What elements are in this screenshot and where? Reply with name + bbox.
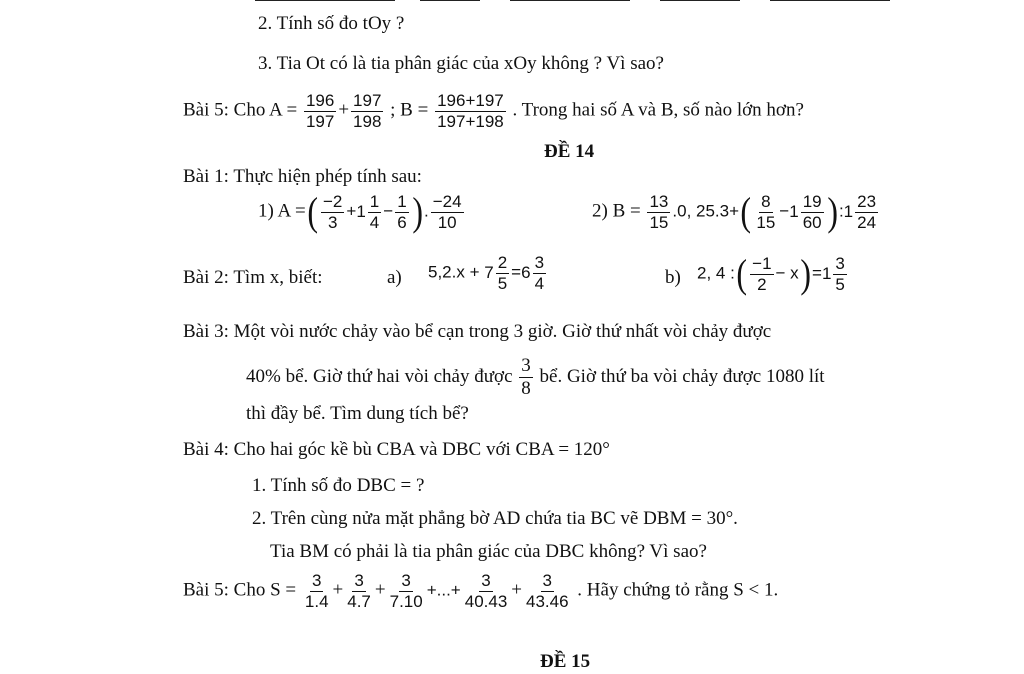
fraction: [303, 572, 331, 611]
fraction: [801, 193, 824, 232]
numerator: 1: [397, 191, 407, 211]
question-2-line: 2. Tính số đo tOy ?: [258, 13, 405, 34]
fraction: [431, 193, 464, 232]
open-paren: (: [307, 189, 318, 234]
whole-part: 1: [789, 202, 799, 221]
denominator: 10: [437, 212, 457, 232]
bai1-part1: [258, 189, 466, 234]
bai5-label: Bài 5: Cho: [183, 99, 266, 121]
fraction: [833, 255, 846, 294]
numerator: 197: [353, 91, 382, 110]
question-text: . Trong hai số A và B, số nào lớn hơn?: [512, 99, 804, 121]
numerator: 8: [761, 191, 771, 211]
numerator: 3: [542, 571, 552, 590]
mixed-number: [844, 193, 880, 232]
denominator: 4: [534, 273, 545, 293]
denominator: 8: [521, 377, 531, 399]
numerator: 3: [401, 571, 411, 590]
operator: =: [511, 262, 522, 282]
numerator: −1: [752, 253, 772, 273]
fraction: [435, 92, 506, 131]
expression-text: .0, 25.3+: [672, 201, 740, 221]
fraction: [304, 92, 336, 131]
numerator: 3: [835, 253, 845, 273]
numerator: 3: [481, 571, 491, 590]
question-text: . Hãy chứng tỏ rằng S < 1.: [577, 579, 779, 601]
bai3-line1: Bài 3: Một vòi nước chảy vào bể cạn trong 3 giờ. Giờ thứ nhất vòi chảy được: [183, 321, 772, 342]
angle-equation: CBA = 120°: [515, 439, 610, 460]
bai1-part2: [592, 189, 880, 234]
text: và: [419, 439, 438, 460]
numerator: 19: [802, 191, 822, 211]
fraction: [388, 572, 425, 611]
denominator: 3: [327, 212, 338, 232]
fraction: [395, 193, 408, 232]
s-label: S =: [270, 579, 297, 601]
mixed-number: [521, 254, 548, 293]
question-3-line: 3. Tia Ot có là tia phân giác của xOy không ? Vì sao?: [258, 53, 664, 74]
bai2-a-expression: [428, 254, 548, 293]
mixed-number: [789, 193, 825, 232]
bai1-heading: Bài 1: Thực hiện phép tính sau:: [183, 166, 422, 187]
angle-label: DBC: [545, 541, 585, 562]
mixed-number: [484, 254, 511, 293]
mixed-number: [822, 255, 849, 294]
angle-label: DBC: [442, 439, 482, 460]
text: 1. Tính số đo: [252, 475, 352, 496]
operator: −: [779, 201, 790, 221]
numerator: 2: [497, 253, 508, 272]
fraction: [750, 255, 773, 294]
angle-equation: DBM = 30°.: [643, 508, 738, 529]
denominator: 5: [497, 273, 508, 293]
denominator: 24: [857, 212, 877, 232]
numerator: 196: [305, 91, 335, 110]
operator: :: [838, 201, 844, 221]
denominator: 15: [756, 212, 776, 232]
denominator: 15: [649, 212, 669, 232]
fraction: [496, 254, 509, 293]
bai4-q2: [252, 507, 738, 531]
bai5-top-exercise: Bài 5: Cho A = $\frac{196}{197}$ + $\frac{197}{198}$ ; B = $\frac{196+197}{197+198}$ . Trong hai số A và B, số nào lớn hơn?: [183, 91, 804, 131]
open-paren: (: [736, 251, 747, 296]
denominator: 5: [835, 274, 845, 294]
denominator: 4.7: [347, 591, 371, 611]
close-paren: ): [412, 189, 423, 234]
whole-part: 1: [821, 264, 832, 283]
close-paren: ): [800, 251, 811, 296]
whole-part: 1: [843, 202, 854, 221]
operator: +: [346, 201, 357, 221]
a-label: A =: [269, 99, 298, 121]
whole-part: 1: [356, 202, 366, 221]
bai4-q1: [252, 474, 424, 498]
text: bể. Giờ thứ ba vòi chảy được 1080 lít: [539, 365, 825, 387]
text: không? Vì sao?: [589, 541, 707, 562]
part-label: 2) B =: [592, 200, 641, 222]
bai5-bottom-exercise: Bài 5: Cho S = $\frac{3}{1.4}$ + $\frac{3}{4.7}$ + $\frac{3}{7.10}$ +...+ $\frac{3}{40.43}$ + $\frac{3}{43.46}$ . Hãy chứng tỏ rằng S < 1.: [183, 571, 779, 611]
bai2-heading: Bài 2: Tìm x, biết:: [183, 267, 323, 288]
expression-text: 5,2.x +: [428, 262, 485, 282]
operator: −: [383, 201, 394, 221]
denominator: 1.4: [304, 591, 329, 611]
denominator: 43.46: [526, 591, 569, 611]
mixed-number: [356, 193, 383, 232]
fraction: [533, 254, 546, 293]
numerator: 196+197: [437, 91, 504, 110]
bai2-a-label: a): [387, 267, 402, 288]
bai5-label: Bài 5: Cho: [183, 579, 266, 601]
numerator: 3: [521, 355, 531, 376]
bai2-b-label: b): [665, 267, 681, 288]
denominator: 2: [757, 274, 767, 294]
fraction: [463, 572, 510, 611]
denominator: 4: [369, 212, 380, 232]
bai4-line1: [183, 438, 610, 462]
bai3-line3: thì đầy bể. Tìm dung tích bể?: [246, 403, 469, 424]
fraction: [855, 193, 878, 232]
angle-equation: DBC = ?: [356, 475, 425, 496]
operator: .: [424, 201, 429, 221]
b-label: ; B =: [390, 99, 429, 121]
text: 40% bể. Giờ thứ hai vòi chảy được: [246, 365, 513, 387]
text: Bài 4: Cho hai góc kề bù: [183, 439, 372, 460]
cutoff-line-fragments: [0, 0, 1024, 4]
text: với: [485, 439, 511, 460]
denominator: 6: [397, 212, 407, 232]
numerator: 13: [649, 191, 669, 211]
denominator: 60: [802, 212, 822, 232]
numerator: 1: [369, 191, 380, 211]
fraction: [754, 193, 777, 232]
operator: +...+: [426, 580, 461, 600]
part-label: 1) A =: [258, 200, 306, 222]
numerator: −2: [323, 191, 343, 211]
denominator: 40.43: [464, 591, 508, 611]
angle-label: CBA: [376, 439, 415, 460]
fraction: [351, 92, 383, 131]
denominator: 197: [305, 111, 335, 131]
whole-part: 6: [521, 263, 531, 283]
fraction: [345, 572, 373, 611]
fraction: [368, 193, 381, 232]
section-title-de15-partial: ĐỀ 15: [540, 651, 591, 672]
numerator: 3: [311, 571, 322, 590]
fraction: [519, 356, 533, 399]
whole-part: 7: [484, 263, 494, 283]
numerator: 3: [354, 571, 364, 590]
text: Tia BM có phải là tia phân giác của: [270, 541, 541, 562]
bai3-line2: [246, 356, 825, 399]
expression-text: 2, 4 :: [697, 263, 735, 283]
close-paren: ): [826, 189, 838, 234]
bai4-q2b: [270, 540, 707, 564]
numerator: −24: [432, 191, 462, 211]
section-title-de14: ĐỀ 14: [544, 141, 595, 162]
operator: =: [812, 263, 822, 283]
fraction: [647, 193, 670, 232]
bai2-b-expression: [697, 251, 849, 296]
expression-text: − x: [775, 263, 799, 283]
denominator: 198: [353, 111, 382, 131]
denominator: 7.10: [389, 591, 423, 611]
numerator: 23: [857, 191, 877, 211]
denominator: 197+198: [437, 111, 504, 131]
fraction: [524, 572, 571, 611]
fraction: [321, 193, 344, 232]
open-paren: (: [740, 189, 752, 234]
text: 2. Trên cùng nửa mặt phẳng bờ AD chứa tia BC vẽ: [252, 508, 639, 529]
numerator: 3: [534, 253, 545, 272]
